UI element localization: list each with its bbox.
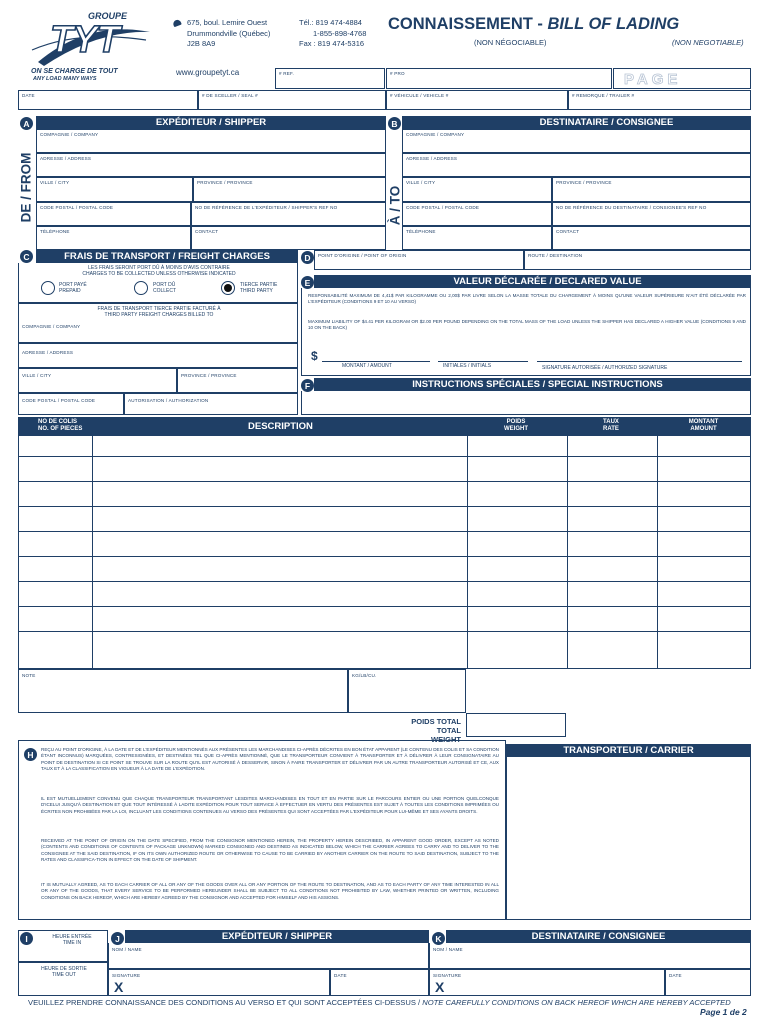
table-row[interactable] (19, 506, 750, 507)
consignee-sign-x: X (435, 979, 445, 995)
non-negotiable-fr: (NON NÉGOCIABLE) (474, 38, 547, 47)
company-address (187, 18, 270, 50)
carrier-header: TRANSPORTEUR / CARRIER (506, 744, 751, 757)
tollfree: 1-855-898-4768 (313, 28, 367, 38)
section-j-badge: J (111, 932, 124, 945)
footer-notice (28, 998, 731, 1007)
shipper-ref-no[interactable]: NO DE RÉFÉRENCE DE L'EXPÉDITEUR / SHIPPER'S REF NO (191, 202, 386, 226)
footer-notice-en: NOTE CAREFULLY CONDITIONS ON BACK HEREOF WHICH ARE HEREBY ACCEPTED (422, 998, 731, 1007)
vehicle-field[interactable]: # VÉHICULE / VEHICLE # (386, 90, 568, 110)
consignee-city[interactable]: VILLE / CITY (402, 177, 552, 202)
table-row[interactable] (19, 481, 750, 482)
table-row[interactable] (19, 456, 750, 457)
amount-line[interactable] (322, 361, 430, 362)
special-instructions-field[interactable] (301, 391, 751, 415)
consignee-contact[interactable]: CONTACT (552, 226, 751, 250)
freight-charges-header: FRAIS DE TRANSPORT / FREIGHT CHARGES (36, 250, 298, 263)
route-destination[interactable]: ROUTE / DESTINATION (524, 250, 751, 270)
page-field[interactable] (613, 68, 751, 89)
shipper-company[interactable]: COMPAGNIE / COMPANY (36, 129, 386, 153)
table-row[interactable] (19, 606, 750, 607)
logo-main-text: TYT (50, 19, 119, 61)
section-c-badge: C (20, 250, 33, 263)
title-en: BILL OF LADING (547, 15, 680, 33)
page-watermark: PAGE (624, 71, 682, 88)
declared-value-box (301, 288, 751, 376)
unit-field[interactable]: KG/LB/CU. (348, 669, 466, 713)
non-negotiable-en: (NON NEGOTIABLE) (672, 38, 744, 47)
third-party-billing[interactable]: FRAIS DE TRANSPORT TIERCE PARTIE FACTURÉ À THIRD PARTY FREIGHT CHARGES BILLED TO COMPAGNIE / COMPANY (18, 303, 298, 343)
amount-label: MONTANT / AMOUNT (342, 363, 392, 369)
fax: Fax : 819 474-5316 (299, 39, 365, 48)
consignee-header: DESTINATAIRE / CONSIGNEE (402, 116, 751, 129)
pro-field[interactable]: # PRO (386, 68, 612, 89)
third-party-radio[interactable] (221, 281, 235, 295)
footer-notice-fr: VEUILLEZ PRENDRE CONNAISSANCE DES CONDITIONS AU VERSO ET QUI SONT ACCEPTÉES CI-DESSUS / (28, 998, 423, 1007)
charges-note: LES FRAIS SERONT PORT DÛ À MOINS D'AVIS CONTRAIRE CHARGES TO BE COLLECTED UNLESS OTHERWISE INDICATED (82, 265, 236, 278)
consignee-sign-date[interactable]: DATE (665, 969, 751, 996)
prepaid-radio[interactable] (41, 281, 55, 295)
section-e-badge: E (301, 276, 314, 289)
seal-field[interactable]: # DE SCELLER / SEAL # (198, 90, 386, 110)
description-header: DESCRIPTION (248, 421, 313, 432)
third-party-province[interactable]: PROVINCE / PROVINCE (177, 368, 298, 393)
third-party-city[interactable]: VILLE / CITY (18, 368, 177, 393)
address-line-1: 675, boul. Lemire Ouest (187, 18, 268, 27)
note-field[interactable]: NOTE (18, 669, 348, 713)
time-in-field[interactable]: HEURE ENTRÉE TIME IN (18, 930, 108, 962)
point-of-origin[interactable]: POINT D'ORIGINE / POINT OF ORIGIN (314, 250, 524, 270)
ref-field[interactable]: # REF. (275, 68, 385, 89)
table-row[interactable] (19, 556, 750, 557)
trailer-field[interactable]: # REMORQUE / TRAILER # (568, 90, 751, 110)
terms-p2: IL EST MUTUELLEMENT CONVENU QUE CHAQUE TRANSPORTEUR TRANSPORTANT LESDITES MARCHANDISES EN TOUT ET EN PARTIE SUR LE PARCOURS ENTIER OU UNE PORTION QUELCONQUE D'ICELUI JUSQU'À DESTINATION ET QUE TOUT INTÉRESSÉ À LADITE EXPÉDITION POUR TOUT SERVICE À EFFECTUER EN VERTU DES PRÉSENTES EST SUJET À TOUTES LES CONDITIONS IMPRIMÉES OU ÉCRITES NON PROHIBÉES PAR LA LOI, INCLUANT LES CONDITIONS CONTENUES AU VERSO DES PRÉSENTES QUI SONT ACCEPTÉES PAR L'EXPÉDITEUR POUR LUI-MÊME ET SES AYANTS DROITS. (41, 796, 499, 814)
slogan-fr: ON SE CHARGE DE TOUT (31, 68, 118, 75)
shipper-sign-header: EXPÉDITEUR / SHIPPER (125, 930, 429, 943)
shipper-postal[interactable]: CODE POSTAL / POSTAL CODE (36, 202, 191, 226)
amount-header: MONTANT AMOUNT (688, 419, 719, 432)
title-fr: CONNAISSEMENT - (388, 15, 548, 33)
terms-p4: IT IS MUTUALLY AGREED, AS TO EACH CARRIER OF ALL OR ANY OF THE GOODS OVER ALL OR ANY PORTION OF THE ROUTE TO DESTINATION, AND AS TO EACH PARTY OF ANY TIME INTERESTED IN ALL OR ANY OF THE GOODS, THAT EVERY SERVICE TO BE PERFORMED HEREUNDER SHALL BE SUBJECT TO ALL CONDITIONS NOT PROHIBITED BY LAW, WHETHER PRINTED OR WRITTEN, INCLUDING CONDITIONS ON BACK HEREOF, WHICH ARE HEREBY AGREED BY THE CONSIGNOR AND ACCEPTED FOR HIMSELF AND HIS ASSIGNS. (41, 882, 499, 900)
freight-options-box (18, 263, 298, 303)
items-table-body (18, 436, 751, 669)
tel: Tél.: 819 474-4884 (299, 18, 362, 27)
consignee-company[interactable]: COMPAGNIE / COMPANY (402, 129, 751, 153)
carrier-field[interactable] (506, 757, 751, 920)
consignee-address[interactable]: ADRESSE / ADDRESS (402, 153, 751, 177)
total-weight-label: POIDS TOTAL TOTAL WEIGHT (411, 717, 461, 744)
table-row[interactable] (19, 631, 750, 632)
website[interactable]: www.groupetyt.ca (176, 68, 240, 77)
phone-icon (172, 19, 182, 27)
shipper-city[interactable]: VILLE / CITY (36, 177, 193, 202)
collect-radio[interactable] (134, 281, 148, 295)
consignee-province[interactable]: PROVINCE / PROVINCE (552, 177, 751, 202)
section-a-badge: A (20, 117, 33, 130)
section-i-badge: I (20, 932, 33, 945)
section-d-badge: D (301, 251, 314, 264)
total-weight-field[interactable] (466, 713, 566, 737)
shipper-sign-date[interactable]: DATE (330, 969, 429, 996)
weight-header: POIDS WEIGHT (504, 419, 528, 432)
dollar-sign: $ (311, 349, 318, 363)
shipper-sign-name[interactable]: NOM / NAME (108, 943, 429, 969)
time-out-field[interactable]: HEURE DE SORTIE TIME OUT (18, 962, 108, 996)
section-f-badge: F (301, 379, 314, 392)
date-field[interactable]: DATE (18, 90, 198, 110)
declared-text-en: MAXIMUM LIABILITY OF $4.41 PER KILOGRAM OR $2.00 PER POUND DEPENDING ON THE TOTAL MASS OF THE LOAD UNLESS THE SHIPPER HAS DECLARED A HIGHER VALUE (CONDITIONS 9 AND 10 ON THE BACK) (308, 319, 746, 331)
shipper-phone[interactable]: TÉLÉPHONE (36, 226, 191, 250)
consignee-postal[interactable]: CODE POSTAL / POSTAL CODE (402, 202, 552, 226)
initials-label: INITIALES / INITIALS (443, 363, 492, 369)
consignee-sign-header: DESTINATAIRE / CONSIGNEE (446, 930, 751, 943)
prepaid-label: PORT PAYÉ PREPAID (59, 282, 87, 295)
third-party-postal[interactable]: CODE POSTAL / POSTAL CODE (18, 393, 124, 415)
terms-box (18, 740, 506, 920)
collect-label: PORT DÛ COLLECT (153, 282, 177, 295)
consignee-ref-no[interactable]: NO DE RÉFÉRENCE DU DESTINATAIRE / CONSIGNEE'S REF NO (552, 202, 751, 226)
third-party-label: TIERCE PARTIE THIRD PARTY (240, 282, 278, 295)
company-phones (299, 18, 366, 50)
shipper-sign-signature[interactable]: SIGNATURE X (108, 969, 330, 996)
table-row[interactable] (19, 581, 750, 582)
shipper-header: EXPÉDITEUR / SHIPPER (36, 116, 386, 129)
terms-p3: RECEIVED AT THE POINT OF ORIGIN ON THE DATE SPECIFIED, FROM THE CONSIGNOR MENTIONED HEREIN, THE PROPERTY HEREIN DESCRIBED, IN APPARENT GOOD ORDER, EXCEPT AS NOTED (CONTENTS AND CONDITIONS OF CONTENTS OF PACKAGE UNKNOWN) MARKED CONSIGNED AND DESTINED AS INDICATED BELOW, WHICH THE CARRIER AGREES TO CARRY AND TO DELIVER TO THE CONSIGNEE AT THE SAID DESTINATION, IF ON ITS OWN AUTHORIZED ROUTE OR OTHERWISE TO CAUSE TO BE CARRIED BY ANOTHER CARRIER ON THE ROUTE TO SAID DESTINATION, SUBJECT TO THE RATES AND CLASSIFICA-TION IN EFFECT ON THE DATE OF SHIPMENT. (41, 838, 499, 863)
items-table-header (18, 417, 751, 436)
terms-p1: REÇU AU POINT D'ORIGINE, À LA DATE ET DE L'EXPÉDITEUR MENTIONNÉS AUX PRÉSENTES LES MARCHANDISES CI-APRÈS DÉCRITES EN BON ÉTAT APPARENT (LE CONTENU DES COLIS ET SA CONDITION ÉTANT INCONNUS) MARQUÉES, CONTRESIGNÉES, ET DESTINÉES TEL QUE CI-APRÈS MENTIONNÉ, QUE LE TRANSPORTEUR CONVIENT À TRANSPORTER ET À DÉLIVRER À LEUR CONSIGNATAIRE AU POINT DE DESTINATION SI CE POINT SE TROUVE SUR LA ROUTE QU'IL EST AUTORISÉ À DESSERVIR, SINON À FAIRE TRANSPORTER ET DÉLIVRER PAR UN AUTRE TRANSPORTEUR AUTORISÉ ET CE, AUX TAUX ET À LA CLASSIFICATION EN VIGUEUR À LA DATE DE L'EXPÉDITION. (41, 747, 499, 772)
declared-value-header: VALEUR DÉCLARÉE / DECLARED VALUE (314, 275, 751, 288)
consignee-phone[interactable]: TÉLÉPHONE (402, 226, 552, 250)
slogan-en: ANY LOAD MANY WAYS (33, 76, 97, 82)
third-party-address[interactable]: ADRESSE / ADDRESS (18, 343, 298, 368)
address-line-3: J2B 8A9 (187, 39, 216, 48)
shipper-province[interactable]: PROVINCE / PROVINCE (193, 177, 386, 202)
consignee-sign-signature[interactable]: SIGNATURE X (429, 969, 665, 996)
from-side-label: DE / FROM (18, 152, 34, 223)
page-number: Page 1 de 2 (700, 1007, 747, 1017)
special-instructions-header: INSTRUCTIONS SPÉCIALES / SPECIAL INSTRUCTIONS (314, 378, 751, 391)
to-side-label: À / TO (387, 185, 403, 226)
logo-top-text: GROUPE (88, 11, 128, 21)
consignee-sign-name[interactable]: NOM / NAME (429, 943, 751, 969)
rate-header: TAUX RATE (603, 419, 619, 432)
signature-label: SIGNATURE AUTORISÉE / AUTHORIZED SIGNATURE (542, 365, 668, 371)
section-h-badge: H (24, 748, 37, 761)
shipper-address[interactable]: ADRESSE / ADDRESS (36, 153, 386, 177)
initials-line[interactable] (438, 361, 528, 362)
company-logo (28, 10, 156, 82)
shipper-contact[interactable]: CONTACT (191, 226, 386, 250)
document-title (388, 15, 679, 34)
pieces-header: NO DE COLIS NO. OF PIECES (38, 419, 83, 432)
shipper-sign-x: X (114, 979, 124, 995)
section-k-badge: K (432, 932, 445, 945)
third-party-authorization[interactable]: AUTORISATION / AUTHORIZATION (124, 393, 298, 415)
signature-line[interactable] (537, 361, 742, 362)
section-b-badge: B (388, 117, 401, 130)
address-line-2: Drummondville (Québec) (187, 28, 271, 38)
declared-text-fr: RESPONSABILITÉ MAXIMUM DE 4,41$ PAR KILOGRAMME OU 2,00$ PAR LIVRE SELON LA MASSE TOTALE DU CHARGEMENT À MOINS QU'UNE VALEUR SUPÉRIEURE N'AIT ÉTÉ DÉCLARÉE PAR L'EXPÉDITEUR (CONDITIONS 9 ET 10 AU VERSO) (308, 293, 746, 305)
table-row[interactable] (19, 531, 750, 532)
